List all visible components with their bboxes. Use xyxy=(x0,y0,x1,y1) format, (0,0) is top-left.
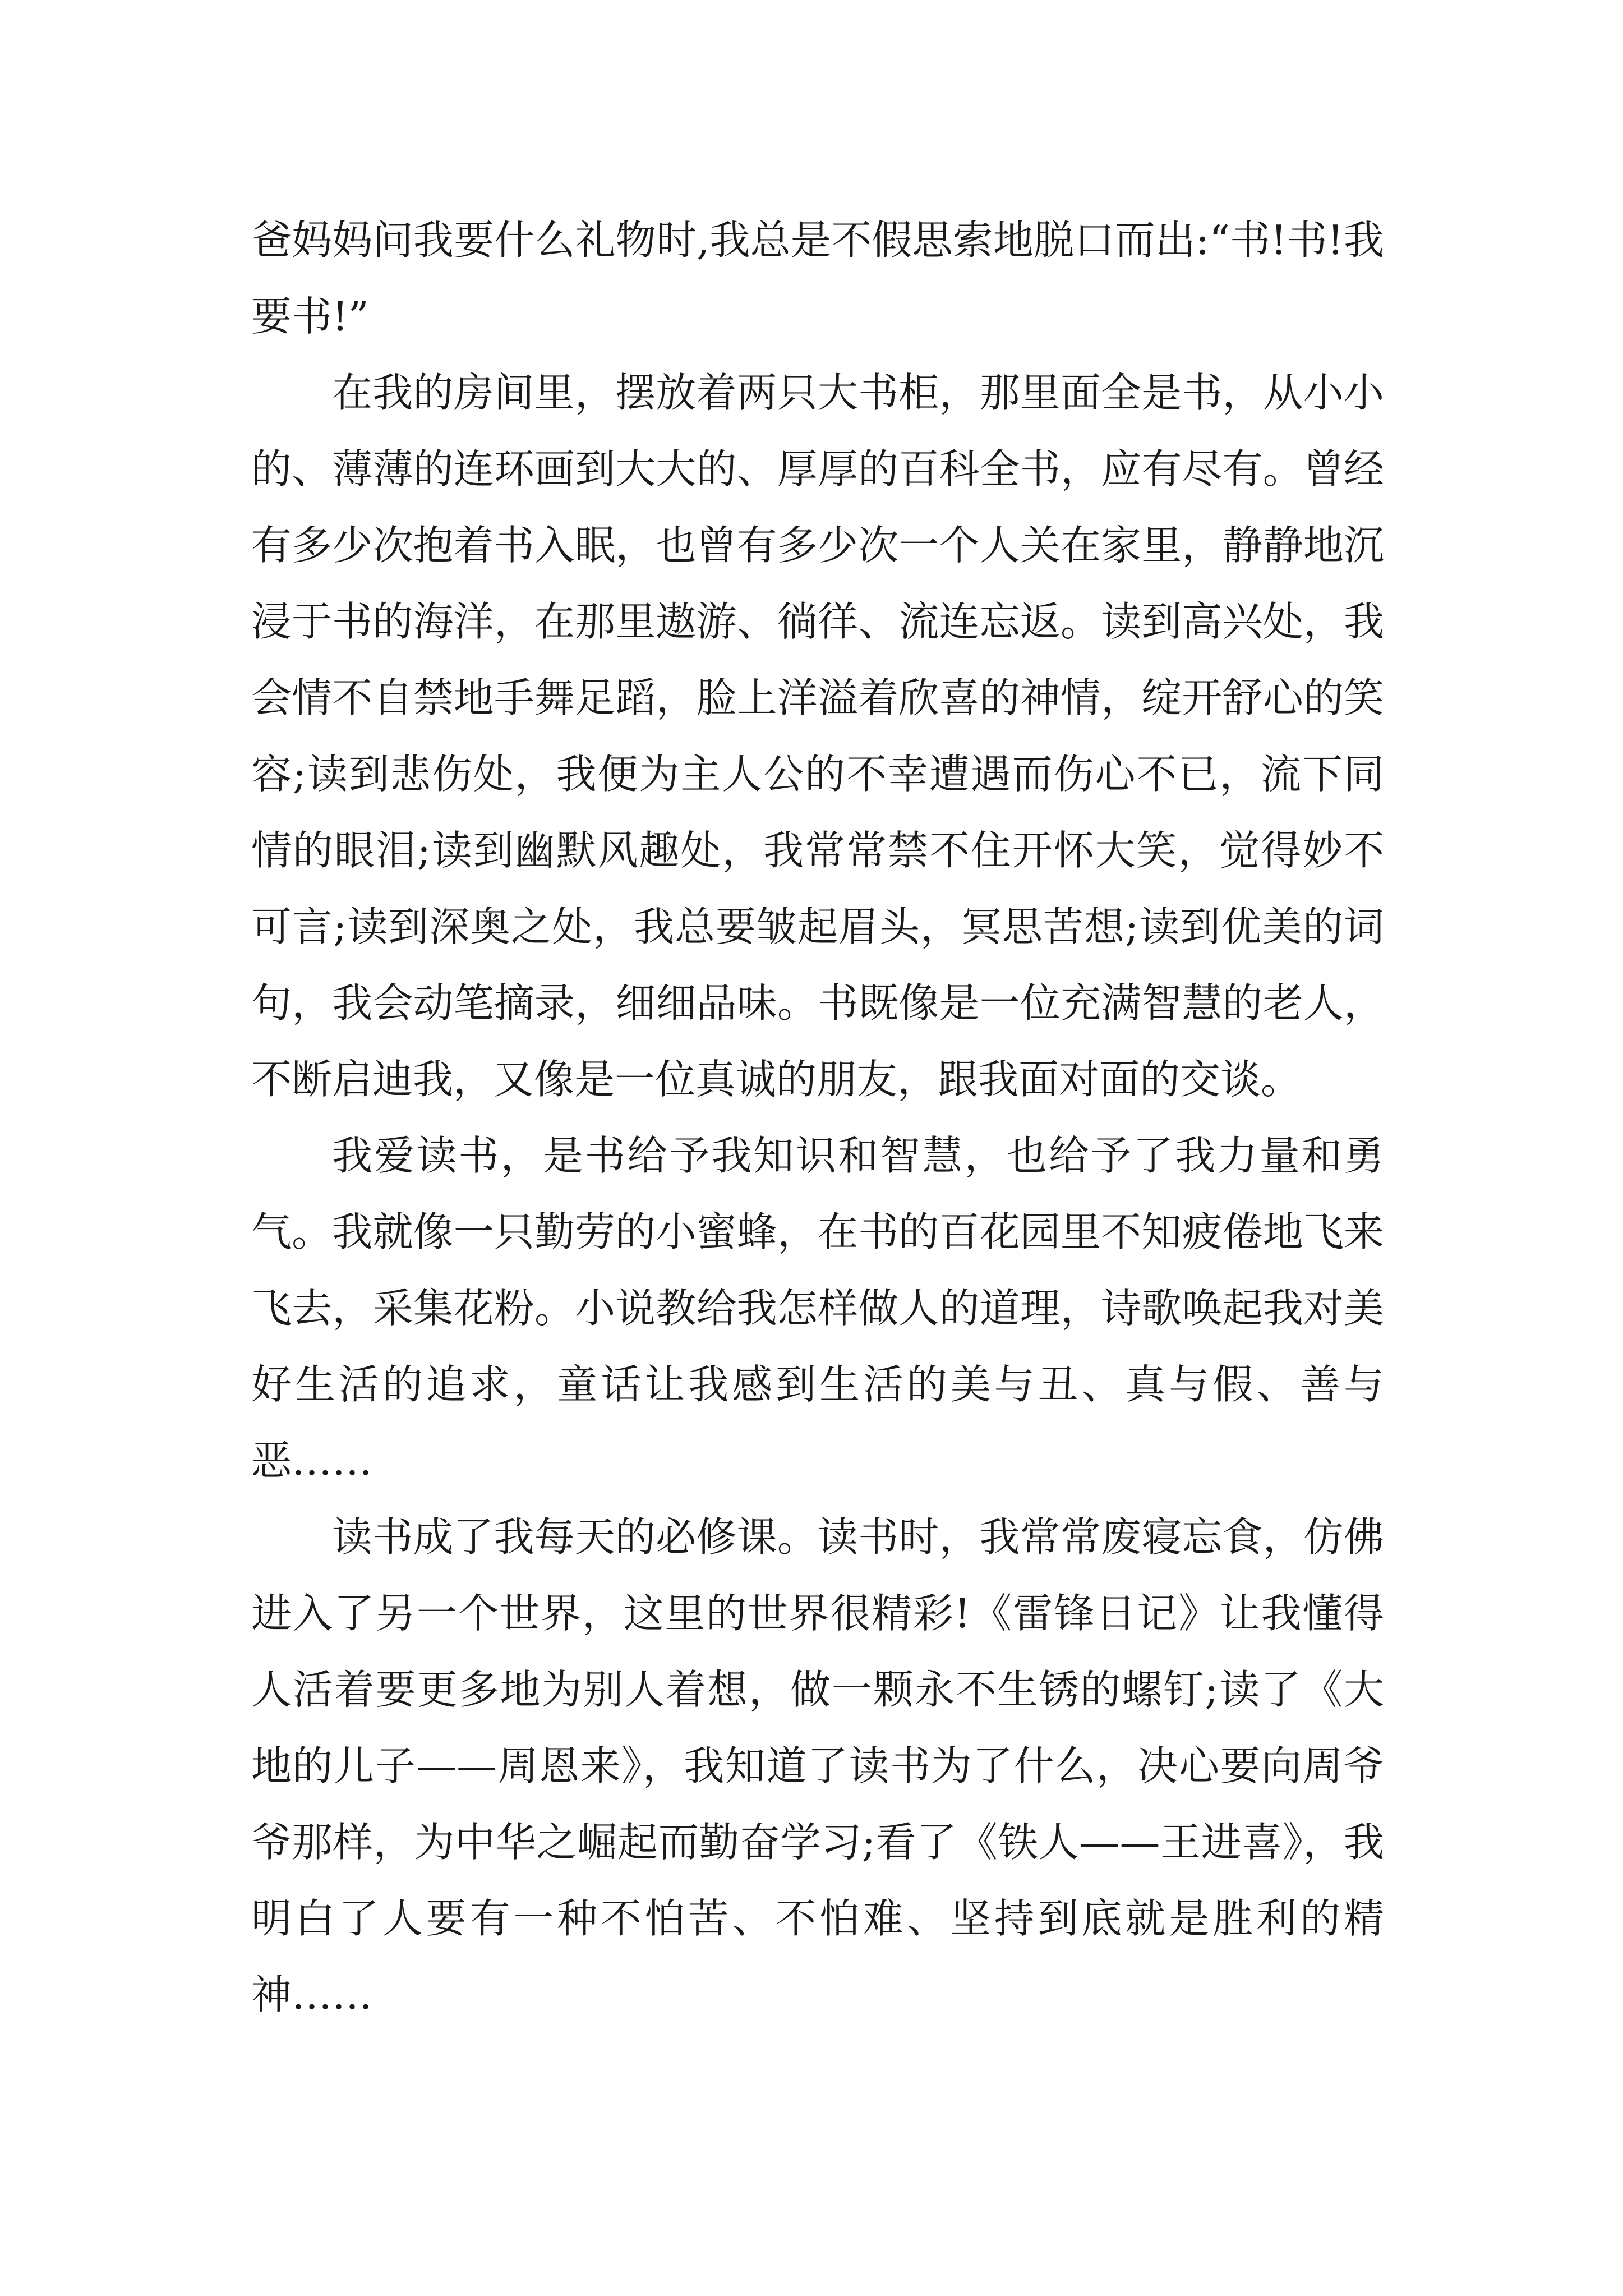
paragraph-2: 在我的房间里，摆放着两只大书柜，那里面全是书，从小小的、薄薄的连环画到大大的、厚厚的百科全书，应有尽有。曾经有多少次抱着书入眠，也曾有多少次一个人关在家里，静静地沉浸于书的海洋，在那里遨游、徜徉、流连忘返。读到高兴处，我会情不自禁地手舞足蹈，脸上洋溢着欣喜的神情，绽开舒心的笑容;读到悲伤处，我便为主人公的不幸遭遇而伤心不已，流下同情的眼泪;读到幽默风趣处，我常常禁不住开怀大笑，觉得妙不可言;读到深奥之处，我总要皱起眉头，冥思苦想;读到优美的词句，我会动笔摘录，细细品味。书既像是一位充满智慧的老人，不断启迪我，又像是一位真诚的朋友，跟我面对面的交谈。 xyxy=(251,369,1384,1103)
paragraph-1: 爸妈妈问我要什么礼物时,我总是不假思索地脱口而出:“书!书!我要书!” xyxy=(251,217,1384,340)
paragraph-3: 我爱读书，是书给予我知识和智慧，也给予了我力量和勇气。我就像一只勤劳的小蜜蜂，在书的百花园里不知疲倦地飞来飞去，采集花粉。小说教给我怎样做人的道理，诗歌唤起我对美好生活的追求，童话让我感到生活的美与丑、真与假、善与恶…… xyxy=(251,1132,1384,1484)
document-body xyxy=(251,202,1384,2033)
paragraph-4: 读书成了我每天的必修课。读书时，我常常废寝忘食，仿佛进入了另一个世界，这里的世界很精彩!《雷锋日记》让我懂得人活着要更多地为别人着想，做一颗永不生锈的螺钉;读了《大地的儿子——周恩来》，我知道了读书为了什么，决心要向周爷爷那样，为中华之崛起而勤奋学习;看了《铁人——王进喜》，我明白了人要有一种不怕苦、不怕难、坚持到底就是胜利的精神…… xyxy=(251,1513,1384,2018)
